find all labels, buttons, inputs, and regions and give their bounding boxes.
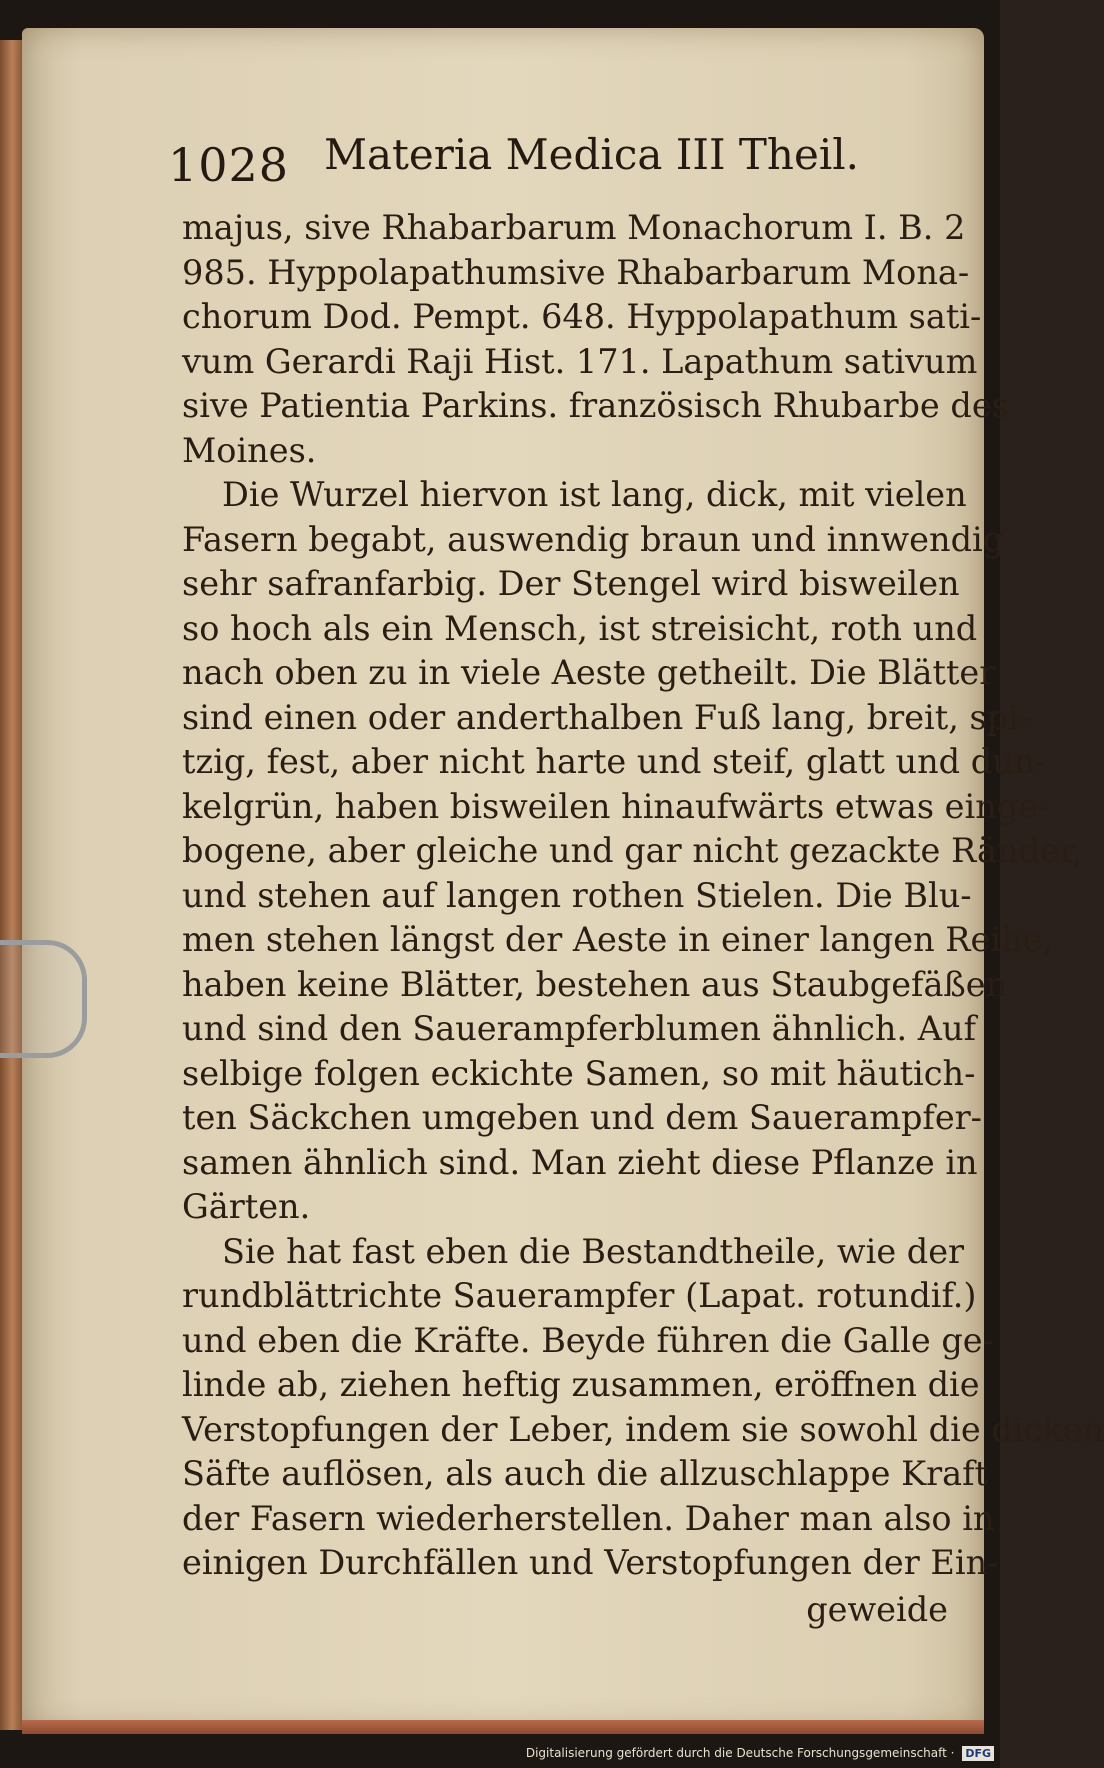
dfg-logo: DFG [962,1746,994,1761]
text-line: Moines. [182,430,317,470]
text-line: bogene, aber gleiche und gar nicht gezackte Ränder, [182,831,1083,870]
text-line: so hoch als ein Mensch, ist streisicht, roth und [182,608,978,648]
text-line: sive Patientia Parkins. französisch Rhubarbe des [182,386,1009,425]
text-line: Fasern begabt, auswendig braun und innwendig [182,519,1005,559]
catchword: geweide [806,1589,948,1629]
text-line: und sind den Sauerampferblumen ähnlich. Auf [182,1009,976,1048]
text-line: Säfte auflösen, als auch die allzuschlappe Kraft [182,1454,988,1493]
text-line: Sie hat fast eben die Bestandtheile, wie der [222,1231,965,1271]
text-line: sehr safranfarbig. Der Stengel wird bisweilen [182,564,960,603]
text-line: der Fasern wiederherstellen. Daher man also in [182,1498,995,1538]
text-line: und stehen auf langen rothen Stielen. Die Blu- [182,875,972,915]
text-line: samen ähnlich sind. Man zieht diese Pflanze in [182,1142,978,1182]
text-line: selbige folgen eckichte Samen, so mit häutich- [182,1053,976,1093]
text-line: Gärten. [182,1187,311,1226]
text-line: sind einen oder anderthalben Fuß lang, breit, spi- [182,697,1031,737]
text-line: 985. Hyppolapathumsive Rhabarbarum Mona- [182,252,970,292]
text-line: Die Wurzel hiervon ist lang, dick, mit vielen [222,475,967,514]
page-header [168,118,950,192]
page-number: 1028 [168,138,290,192]
page-clip [0,940,87,1058]
page-bottom-edge [22,1720,984,1734]
digitization-credit [0,1746,1000,1768]
text-line: chorum Dod. Pempt. 648. Hyppolapathum sati- [182,297,982,336]
body-text [182,206,1104,1632]
paragraph [182,1230,1104,1586]
text-line: rundblättrichte Sauerampfer (Lapat. rotundif.) [182,1276,977,1315]
paragraph [182,206,1009,473]
text-line: nach oben zu in viele Aeste getheilt. Die Blätter [182,653,996,692]
text-line: kelgrün, haben bisweilen hinaufwärts etwas einge- [182,786,1050,826]
text-line: men stehen längst der Aeste in einer langen Reihe, [182,920,1054,959]
text-line: und eben die Kräfte. Beyde führen die Galle ge- [182,1320,994,1360]
running-title: Materia Medica III Theil. [324,130,860,179]
text-line: einigen Durchfällen und Verstopfungen der Ein- [182,1543,999,1582]
text-line: ten Säckchen umgeben und dem Sauerampfer- [182,1098,982,1137]
text-line: majus, sive Rhabarbarum Monachorum I. B. 2 [182,208,966,247]
text-line: linde ab, ziehen heftig zusammen, eröffnen die [182,1365,980,1404]
text-line: Verstopfungen der Leber, indem sie sowohl die dicken [182,1409,1104,1449]
page-edge [0,40,22,1730]
text-line: haben keine Blätter, bestehen aus Staubgefäßen [182,964,1008,1004]
paragraph [182,473,1083,1230]
text-line: vum Gerardi Raji Hist. 171. Lapathum sativum [182,341,978,381]
credit-text: Digitalisierung gefördert durch die Deutsche Forschungsgemeinschaft · [525,1746,955,1760]
text-line: tzig, fest, aber nicht harte und steif, glatt und dun- [182,742,1047,781]
